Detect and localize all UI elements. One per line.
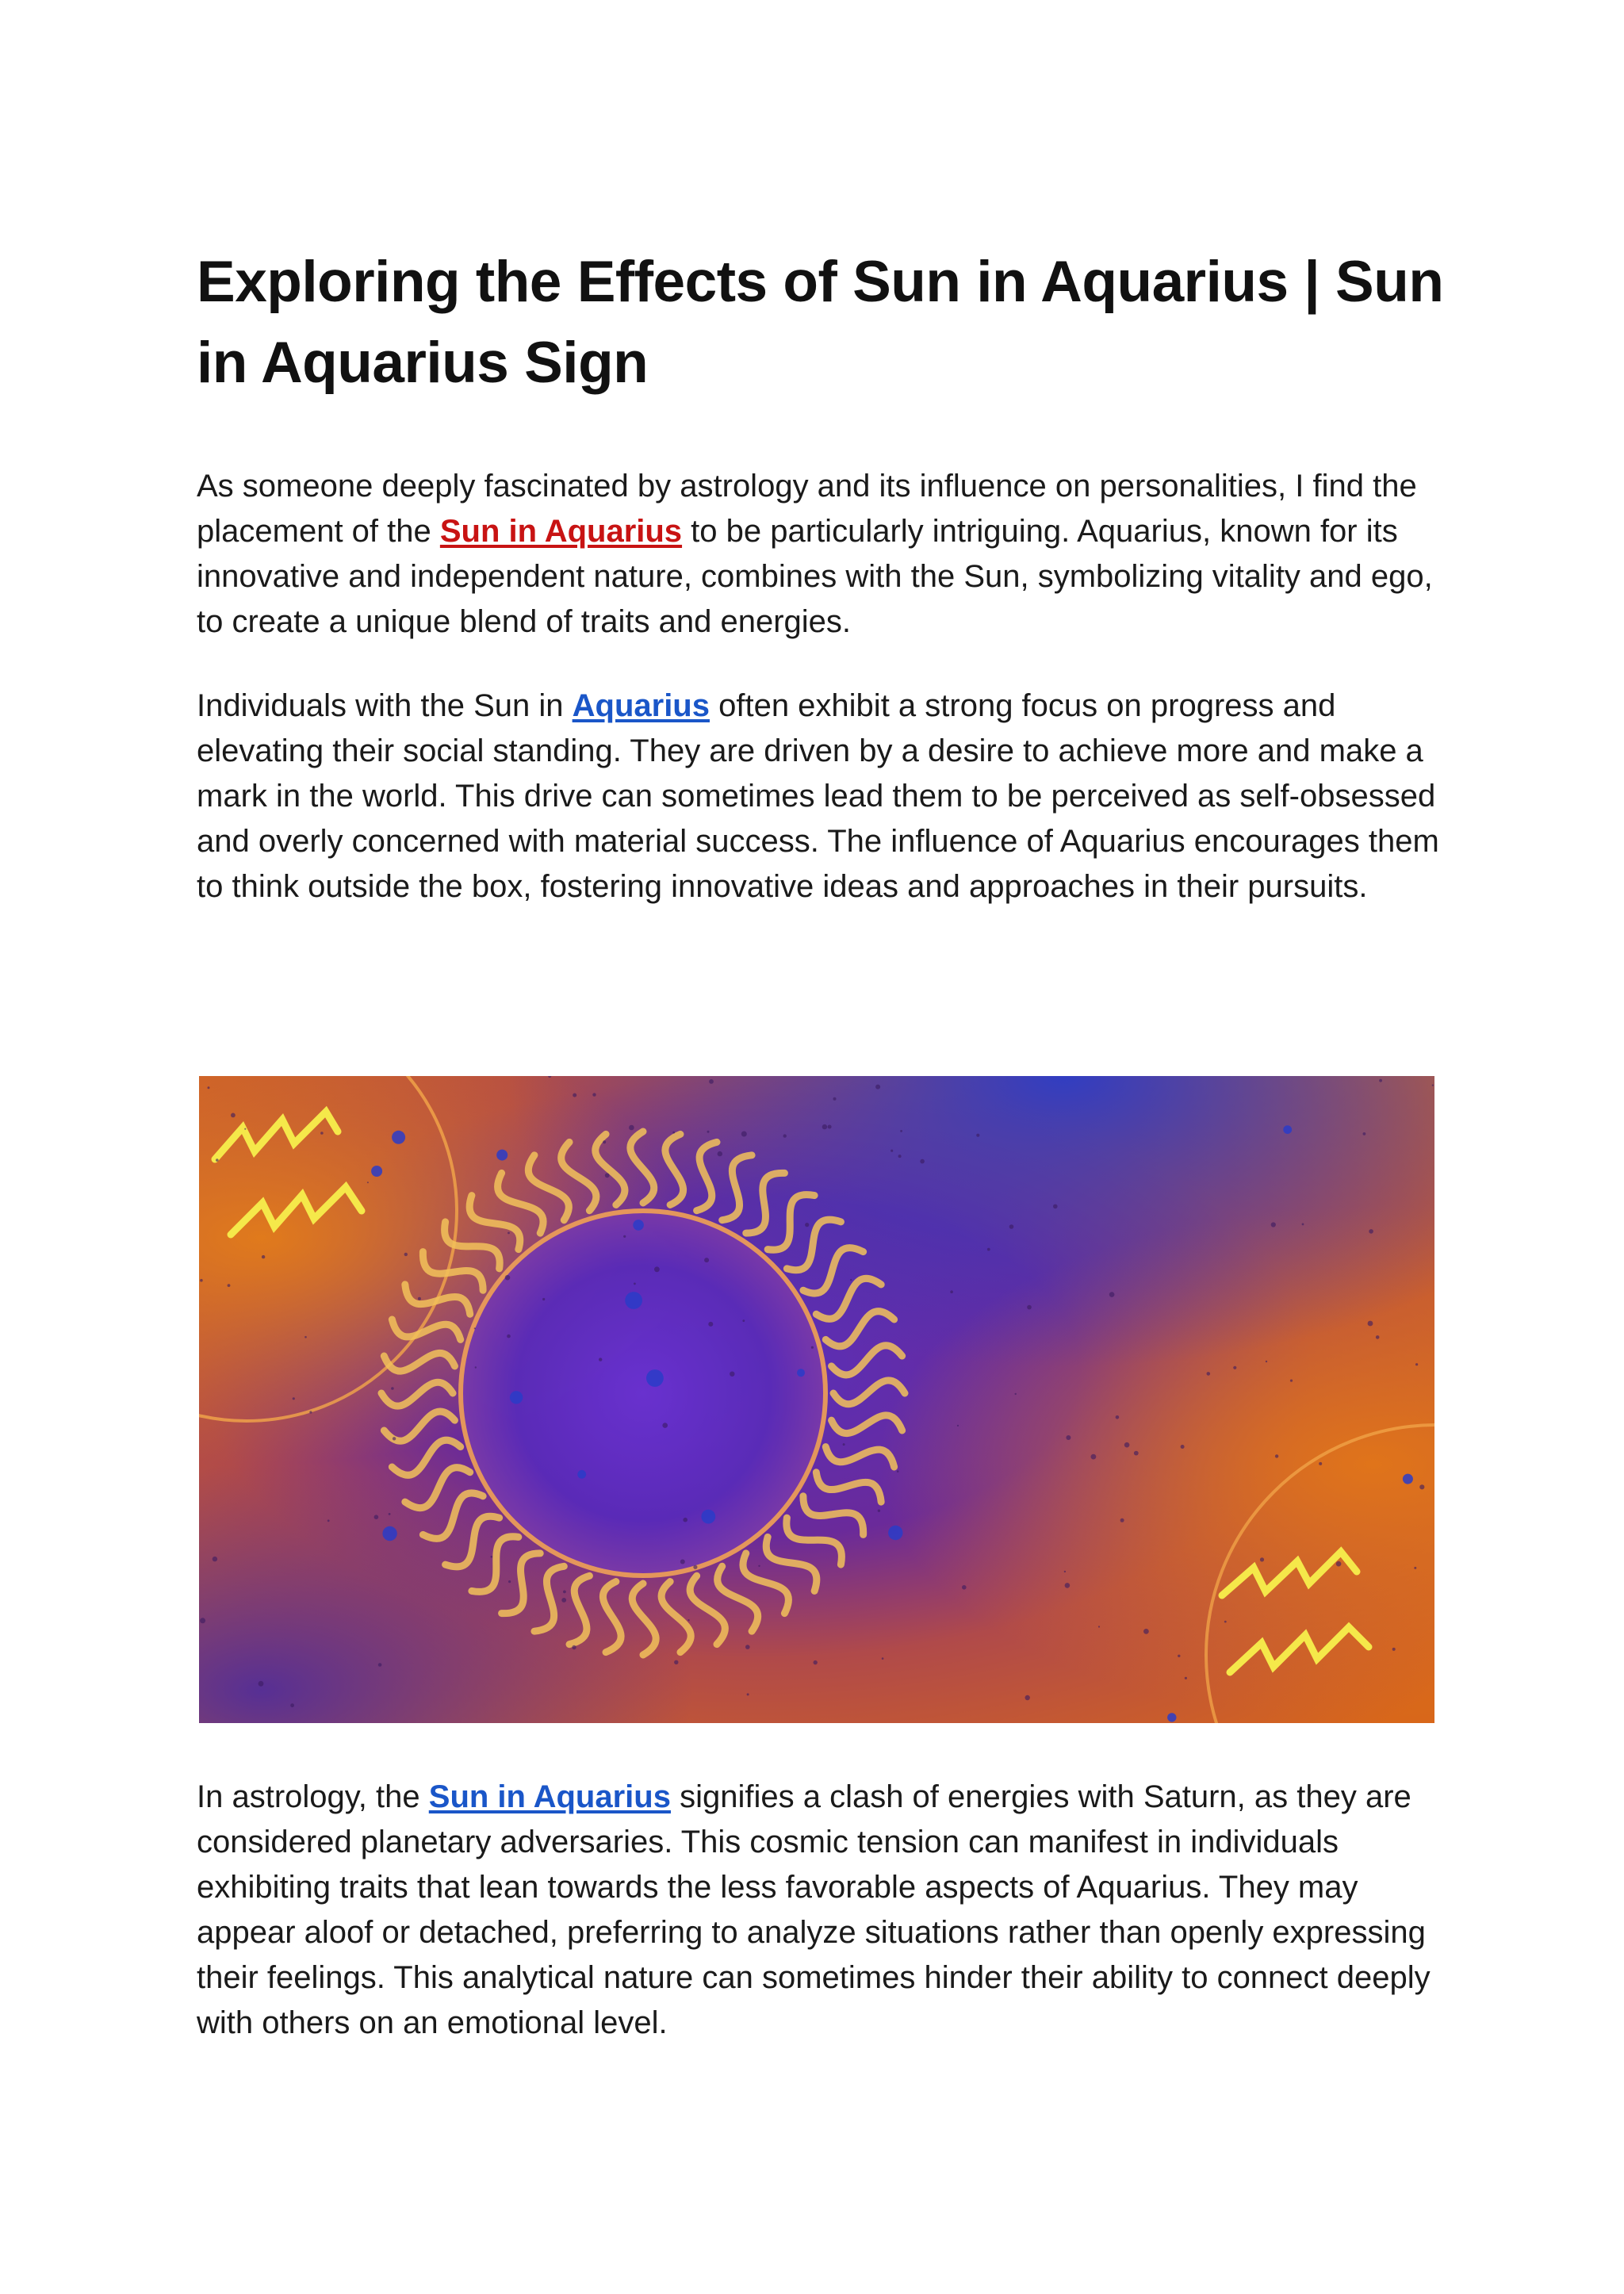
speckle: [1302, 1224, 1304, 1226]
speckle: [1207, 1372, 1211, 1376]
speckle: [709, 1079, 714, 1084]
speckle: [374, 1515, 379, 1519]
speckle: [1432, 1085, 1434, 1086]
speckle: [623, 1235, 626, 1238]
speckle: [1319, 1462, 1322, 1465]
speckle: [404, 1253, 408, 1256]
speckle: [561, 1598, 566, 1603]
speckle: [572, 1645, 576, 1649]
speckle: [882, 1657, 884, 1660]
speckle: [878, 1510, 880, 1512]
speckle: [1027, 1305, 1032, 1310]
speckle: [293, 1397, 295, 1400]
speckle: [1224, 1621, 1227, 1623]
speckle: [1064, 1571, 1066, 1572]
speckle: [1134, 1451, 1139, 1456]
speckle: [646, 1369, 664, 1387]
speckle: [213, 1557, 217, 1561]
speckle: [244, 1128, 246, 1130]
speckle: [957, 1425, 959, 1427]
speckle: [320, 1132, 324, 1135]
speckle: [259, 1681, 264, 1687]
speckle: [1290, 1380, 1293, 1382]
speckle: [200, 1618, 205, 1623]
paragraph-text: signifies a clash of energies with Saturn, as they are considered planetary adversaries. This cosmic tension can manifest in individuals exhibiting traits that lean towards the less favorable aspects of Aquarius. They may appear aloof or detached, preferring to analyze situations rather than openly expressing their feelings. This analytical nature can sometimes hinder their ability to connect deeply with others on an emotional level.: [197, 1779, 1431, 2040]
speckle: [1185, 1677, 1187, 1679]
speckle: [888, 1526, 902, 1540]
speckle: [309, 1411, 312, 1413]
speckle: [920, 1159, 925, 1164]
speckle: [654, 1266, 660, 1272]
speckle: [814, 1660, 818, 1664]
speckle: [392, 1131, 405, 1144]
speckle: [200, 1279, 203, 1282]
sun-icon: [199, 1076, 1434, 1723]
speckle: [683, 1518, 688, 1522]
speckle: [573, 1093, 576, 1097]
paragraph-text: In astrology, the: [197, 1779, 429, 1814]
speckle: [605, 1173, 610, 1178]
speckle: [510, 1391, 523, 1404]
speckle: [378, 1663, 382, 1667]
speckle: [1368, 1321, 1373, 1327]
speckle: [1414, 1567, 1416, 1569]
speckle: [718, 1151, 722, 1156]
speckle: [382, 1526, 396, 1541]
speckle: [629, 1125, 634, 1131]
speckle: [599, 1358, 602, 1361]
speckle: [1415, 1363, 1418, 1365]
speckle: [508, 1580, 511, 1583]
sun-in-aquarius-link[interactable]: Sun in Aquarius: [428, 1779, 671, 1814]
speckle: [745, 1645, 750, 1649]
speckle: [897, 1470, 899, 1473]
speckle: [1065, 1583, 1071, 1588]
speckle: [833, 1097, 837, 1101]
speckle: [1109, 1292, 1115, 1297]
speckle: [1363, 1132, 1366, 1136]
speckle: [327, 1519, 330, 1522]
paragraph-text: to be particularly intriguing. Aquarius, known for its innovative and independent nature, combines with the Sun, symbolizing vitality and ego, to create a unique blend of traits and energies.: [197, 514, 1433, 639]
speckle: [976, 1134, 979, 1137]
speckle: [1009, 1224, 1014, 1229]
speckle: [701, 1510, 715, 1524]
traits-paragraph: [197, 684, 1450, 910]
speckle: [898, 1155, 902, 1158]
speckle: [491, 1556, 493, 1558]
speckle: [1336, 1561, 1342, 1567]
sun-aquarius-image: [199, 1076, 1434, 1723]
speckle: [662, 1423, 668, 1428]
intro-paragraph: [197, 464, 1450, 645]
speckle: [563, 1591, 566, 1594]
speckle: [1403, 1474, 1413, 1484]
speckle: [474, 1327, 476, 1329]
speckle: [1369, 1229, 1373, 1234]
paragraph-text: often exhibit a strong focus on progress and elevating their social standing. They are driven by a desire to achieve more and make a mark in the world. This drive can sometimes lead them to be perceived as self-obsessed and overly concerned with material success. The influence of Aquarius encourages them to think outside the box, fostering innovative ideas and approaches in their pursuits.: [197, 688, 1439, 904]
speckle: [1098, 1626, 1100, 1627]
speckle: [367, 1181, 369, 1183]
speckle: [1233, 1366, 1236, 1369]
speckle: [231, 1113, 236, 1118]
speckle: [688, 1619, 689, 1621]
speckle: [850, 1279, 852, 1281]
speckle: [783, 1134, 787, 1137]
speckle: [843, 1443, 845, 1446]
speckle: [475, 1366, 477, 1368]
speckle: [1275, 1454, 1278, 1457]
speckle: [680, 1560, 685, 1564]
speckle: [805, 1223, 809, 1227]
speckle: [592, 1093, 596, 1096]
speckle: [707, 1131, 710, 1133]
speckle: [208, 1086, 210, 1089]
speckle: [505, 1275, 511, 1281]
speckle: [822, 1124, 827, 1129]
speckle: [262, 1255, 265, 1258]
speckle: [633, 1220, 644, 1231]
paragraph-text: Individuals with the Sun in: [197, 688, 573, 723]
speckle: [1143, 1629, 1149, 1634]
speckle: [987, 1248, 990, 1251]
speckle: [1266, 1361, 1267, 1362]
speckle: [577, 1470, 586, 1479]
speckle: [747, 1693, 749, 1695]
page-title: Exploring the Effects of Sun in Aquarius | Sun in Aquarius Sign: [197, 250, 1444, 395]
speckle: [1181, 1445, 1185, 1449]
speckle: [900, 1130, 902, 1132]
speckle: [393, 1437, 396, 1440]
speckle: [290, 1703, 294, 1707]
speckle: [507, 1335, 511, 1338]
speckle: [1066, 1435, 1071, 1440]
speckle: [1116, 1415, 1120, 1419]
speckle: [496, 1150, 508, 1161]
saturn-paragraph: [197, 1775, 1450, 2046]
speckle: [304, 1336, 307, 1338]
speckle: [371, 1166, 382, 1177]
speckle: [1167, 1713, 1176, 1721]
speckle: [672, 1132, 675, 1134]
speckle: [1419, 1484, 1424, 1489]
speckle: [1025, 1695, 1030, 1700]
speckle: [1120, 1518, 1124, 1522]
speckle: [730, 1372, 734, 1377]
aquarius-link[interactable]: Aquarius: [572, 688, 710, 723]
speckle: [418, 1297, 421, 1300]
speckle: [634, 1283, 636, 1285]
speckle: [1379, 1079, 1382, 1082]
speckle: [228, 1284, 231, 1287]
speckle: [708, 1322, 713, 1327]
speckle: [950, 1290, 953, 1293]
speckle: [674, 1660, 678, 1664]
speckle: [811, 1346, 814, 1349]
speckle: [1376, 1335, 1380, 1339]
speckle: [1091, 1454, 1097, 1460]
sun-in-aquarius-link[interactable]: Sun in Aquarius: [439, 514, 683, 549]
speckle: [693, 1565, 697, 1569]
speckle: [603, 1140, 606, 1143]
speckle: [1178, 1655, 1180, 1657]
speckle: [742, 1319, 745, 1322]
speckle: [1271, 1222, 1276, 1227]
speckle: [758, 1565, 760, 1567]
speckle: [828, 1125, 832, 1129]
speckle: [391, 1387, 394, 1390]
speckle: [1124, 1442, 1130, 1448]
speckle: [1260, 1557, 1264, 1561]
speckle: [508, 1232, 510, 1235]
speckle: [962, 1585, 967, 1590]
paragraph-text: As someone deeply fascinated by astrology and its influence on personalities, I find the placement of the: [197, 469, 1417, 549]
speckle: [389, 1513, 391, 1515]
speckle: [1015, 1393, 1017, 1395]
speckle: [704, 1258, 709, 1262]
speckle: [875, 1085, 880, 1090]
speckle: [797, 1369, 805, 1377]
speckle: [542, 1298, 545, 1300]
speckle: [1392, 1648, 1396, 1651]
speckle: [741, 1132, 747, 1137]
speckle: [1283, 1125, 1292, 1134]
speckle: [1053, 1204, 1058, 1209]
speckle: [625, 1292, 642, 1309]
speckle: [216, 1158, 219, 1162]
speckle: [891, 1150, 893, 1152]
